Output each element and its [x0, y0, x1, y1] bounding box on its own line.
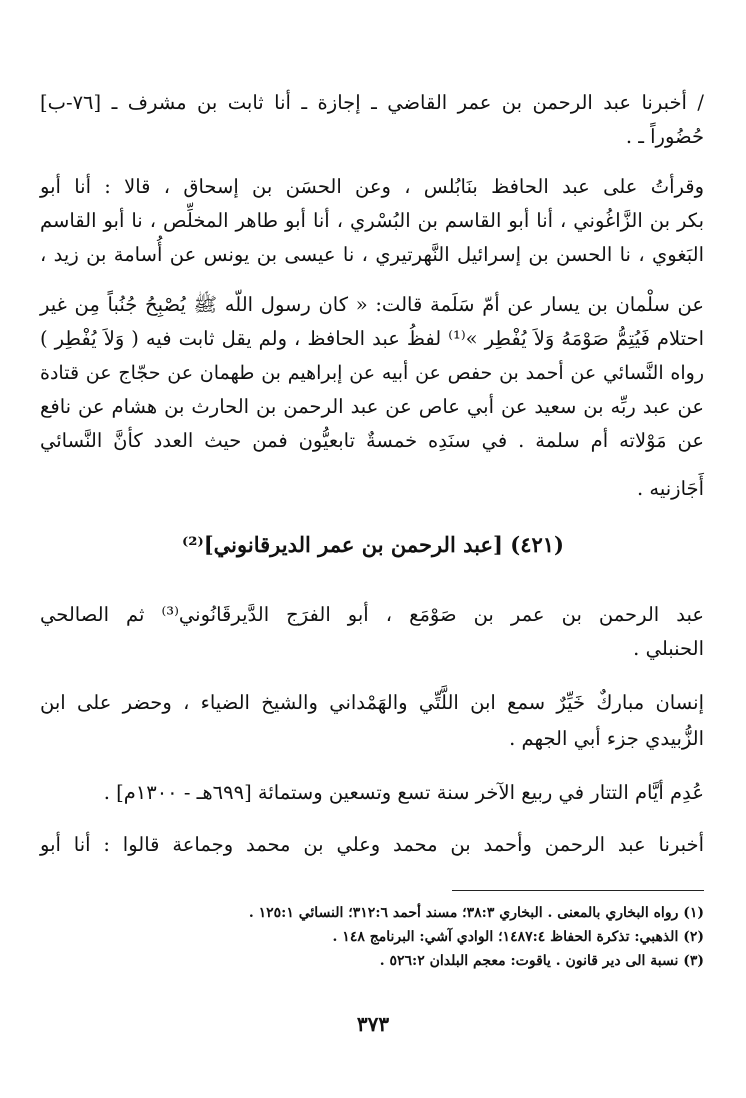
text-line: الحنبلي . [633, 637, 704, 660]
footnote: (٢) الذهبي: تذكرة الحفاظ ١٤٨٧:٤؛ الوادي آشي: البرنامج ١٤٨ . [332, 929, 704, 945]
footnote: (٣) نسبة الى دير قانون . ياقوت: معجم البلدان ٥٢٦:٢ . [379, 953, 704, 969]
footnote: (١) رواه البخاري بالمعنى . البخاري ٣٨:٣؛ مسند أحمد ٣١٢:٦؛ النسائي ١٢٥:١ . [248, 905, 704, 921]
text-line: عُدِم أيَّام التتار في ربيع الآخر سنة تسع وتسعين وستمائة [٦٩٩هـ - ١٣٠٠م] . [103, 781, 704, 804]
text-line: عن عبد ربِّه بن سعيد عن أبي عاص عن عبد الرحمن بن الحارث بن هشام عن نافع [40, 395, 704, 418]
text-line: أَجَازنيه . [637, 477, 704, 500]
text-line: إنسان مباركٌ خَيِّرٌ سمع ابن اللَّتِّي والهَمْداني والشيخ الضياء ، وحضر على ابن [40, 691, 704, 714]
text-line: البَغوي ، نا الحسن بن إسرائيل النَّهرتيري ، نا عيسى بن يونس عن أُسامة بن زيد ، [40, 243, 704, 266]
text-line: / أخبرنا عبد الرحمن بن عمر القاضي ـ إجازة ـ أنا ثابت بن مشرف ـ [٧٦-ب] [40, 91, 704, 114]
entry-heading: (٤٢١) [عبد الرحمن بن عمر الديرقانوني]⁽²⁾ [182, 532, 564, 557]
text-line: عبد الرحمن بن عمر بن صَوْمَع ، أبو الفرَج الدَّيرقَانُوني⁽³⁾ ثم الصالحي [40, 603, 704, 626]
text-line: أخبرنا عبد الرحمن وأحمد بن محمد وعلي بن محمد وجماعة قالوا : أنا أبو [40, 833, 704, 856]
text-line: عن مَوْلاته أم سلمة . في سنَدِه خمسةٌ تابعيُّون فمن حيث العدد كأنَّ النَّسائي [40, 429, 704, 452]
page-number: ٣٧٣ [356, 1012, 390, 1036]
text-line: احتلام فَيُتِمُّ صَوْمَهُ وَلاَ يُفْطِر »⁽¹⁾ لفظُ عبد الحافظ ، ولم يقل ثابت فيه ( وَلاَ يُفْطِر ) [40, 327, 704, 350]
text-line: الزُّبيدي جزء أبي الجهم . [509, 727, 704, 750]
text-line: حُضُوراً ـ . [625, 125, 704, 148]
text-line: بكر بن الزَّاغُوني ، أنا أبو القاسم بن البُسْري ، أنا أبو طاهر المخلِّص ، نا أبو القاسم [40, 209, 704, 232]
text-line: عن سلْمان بن يسار عن أمّ سَلَمة قالت: « كان رسول اللّه ﷺ يُصْبِحُ جُنُباً مِن غير [40, 293, 704, 316]
text-line: وقرأتُ على عبد الحافظ بنَابُلس ، وعن الحسَن بن إسحاق ، قالا : أنا أبو [40, 175, 704, 198]
footnote-divider [452, 890, 704, 891]
text-line: رواه النَّسائي عن أحمد بن حفص عن أبيه عن إبراهيم بن طهمان عن حجّاج عن قتادة [40, 362, 704, 384]
